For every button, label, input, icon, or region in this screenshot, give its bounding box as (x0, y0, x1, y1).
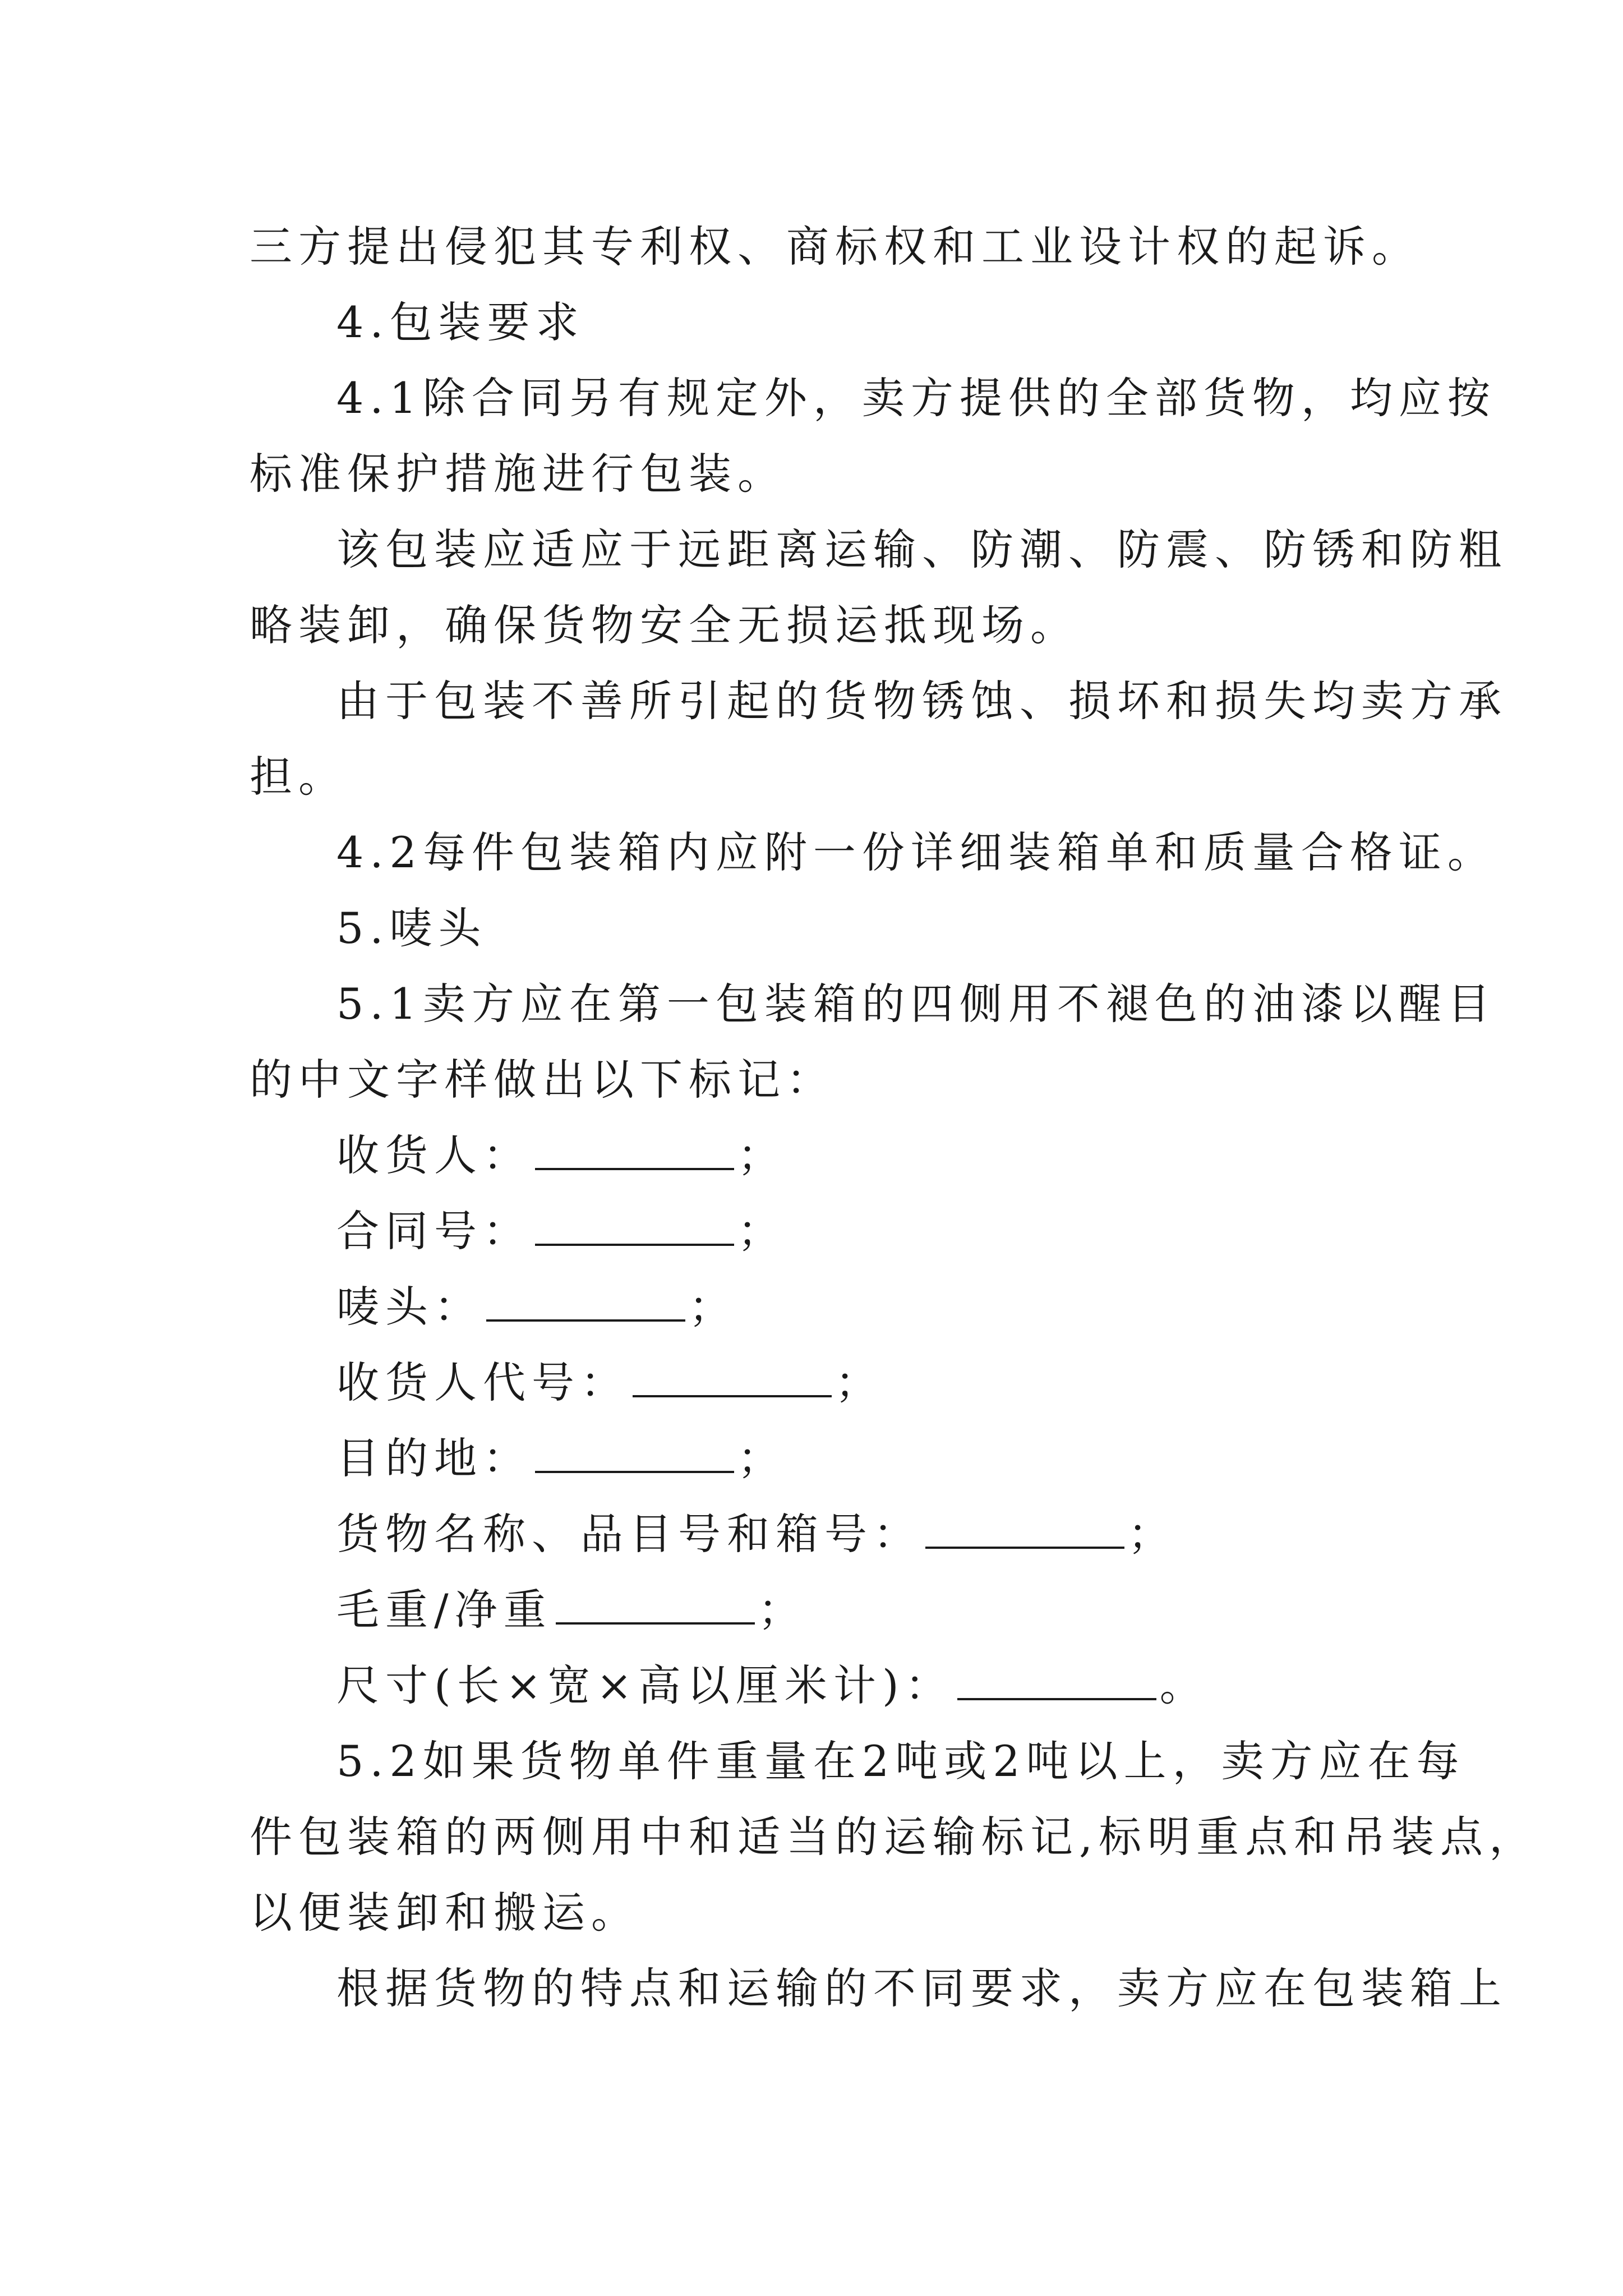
field-label: 目的地： (336, 1433, 532, 1483)
field-label: 货物名称、品目号和箱号： (336, 1509, 922, 1559)
field-end: 。 (1159, 1660, 1209, 1710)
text-line: 担。 (250, 752, 347, 802)
text-line: 4.1除合同另有规定外，卖方提供的全部货物，均应按 (336, 373, 1496, 423)
text-line: 根据货物的特点和运输的不同要求，卖方应在包装箱上 (336, 1963, 1507, 2013)
field-end: ； (737, 1130, 786, 1180)
form-field-goods-name (0, 1506, 1623, 1562)
form-field-weight (0, 1582, 1623, 1638)
text-line: 略装卸，确保货物安全无损运抵现场。 (250, 600, 1079, 650)
blank-line (535, 1436, 734, 1473)
section-heading: 4.包装要求 (336, 297, 585, 347)
blank-line (957, 1663, 1156, 1700)
text-line: 件包装箱的两侧用中和适当的运输标记,标明重点和吊装点， (250, 1812, 1538, 1862)
blank-line (925, 1512, 1124, 1549)
field-label: 收货人： (336, 1130, 532, 1180)
field-label: 收货人代号： (336, 1358, 629, 1407)
form-field-shipping-mark (0, 1279, 1623, 1335)
section-heading: 5.唛头 (336, 903, 487, 953)
text-line: 以便装卸和搬运。 (250, 1888, 640, 1938)
text-line: 标准保护措施进行包装。 (250, 449, 786, 499)
text-line: 5.2如果货物单件重量在2吨或2吨以上，卖方应在每 (336, 1736, 1465, 1786)
field-end: ； (1128, 1509, 1177, 1559)
blank-line (535, 1209, 734, 1246)
field-end: ； (689, 1282, 737, 1332)
field-end: ； (737, 1433, 786, 1483)
text-line: 4.2每件包装箱内应附一份详细装箱单和质量合格证。 (336, 827, 1496, 877)
field-label: 唛头： (336, 1282, 483, 1332)
field-label: 合同号： (336, 1206, 532, 1256)
field-end: ； (835, 1358, 884, 1407)
field-end: ； (758, 1585, 807, 1635)
text-line: 5.1卖方应在第一包装箱的四侧用不褪色的油漆以醒目 (336, 979, 1496, 1029)
blank-line (633, 1360, 832, 1397)
blank-line (556, 1588, 755, 1625)
field-label: 尺寸(长×宽×高以厘米计)： (336, 1660, 954, 1710)
form-field-consignee-code (0, 1355, 1623, 1411)
blank-line (486, 1285, 685, 1322)
field-end: ； (737, 1206, 786, 1256)
text-line: 的中文字样做出以下标记： (250, 1055, 835, 1105)
text-line: 三方提出侵犯其专利权、商标权和工业设计权的起诉。 (250, 222, 1421, 272)
form-field-contract-no (0, 1203, 1623, 1259)
text-line: 由于包装不善所引起的货物锈蚀、损坏和损失均卖方承 (336, 676, 1507, 726)
form-field-dimensions (0, 1658, 1623, 1714)
field-label: 毛重/净重 (336, 1585, 552, 1635)
form-field-consignee (0, 1128, 1623, 1184)
text-line: 该包装应适应于远距离运输、防潮、防震、防锈和防粗 (336, 524, 1507, 574)
form-field-destination (0, 1430, 1623, 1487)
blank-line (535, 1133, 734, 1170)
